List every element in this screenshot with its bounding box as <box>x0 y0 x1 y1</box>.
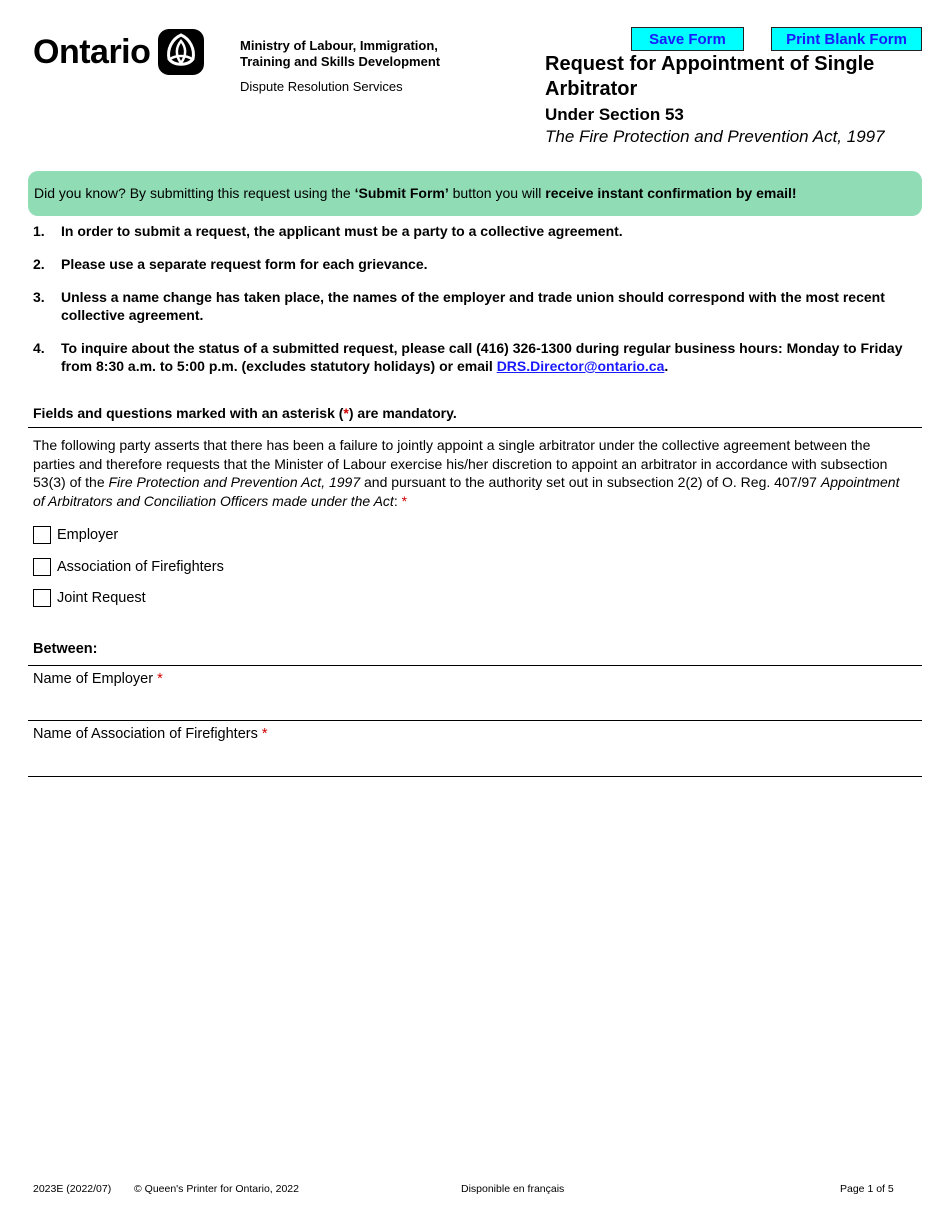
checkbox-label: Employer <box>57 527 119 543</box>
copyright: © Queen's Printer for Ontario, 2022 <box>134 1183 299 1195</box>
divider <box>28 427 922 428</box>
association-name-input[interactable] <box>28 748 926 776</box>
assertion-paragraph: The following party asserts that there has been a failure to jointly appoint a single arbitrator under the collective agreement between the parties and therefore requests that the Minister of Labour exercise his/her discretion to appoint an arbitrator in accordance with subsection 53(3) of the Fire Protection and Prevention Act, 1997 and pursuant to the authority set out in subsection 2(2) of O. Reg. 407/97 Appointment of Arbitrators and Conciliation Officers made under the Act: * <box>33 437 900 509</box>
employer-checkbox[interactable] <box>33 526 51 544</box>
ontario-logo <box>33 27 204 77</box>
employer-name-label: Name of Employer * <box>33 671 163 687</box>
checkbox-label: Joint Request <box>57 590 146 606</box>
association-checkbox[interactable] <box>33 558 51 576</box>
instructions-list <box>33 222 913 390</box>
asterisk: * <box>401 492 408 509</box>
instruction-item: 3. Unless a name change has taken place, the names of the employer and trade union should correspond with the most recent collective agreement. <box>33 289 885 323</box>
trillium-icon <box>158 29 204 75</box>
french-link[interactable]: Disponible en français <box>461 1183 565 1195</box>
save-form-button[interactable]: Save Form <box>631 27 744 51</box>
banner-button-ref: ‘Submit Form’ <box>354 185 449 201</box>
print-blank-form-button[interactable]: Print Blank Form <box>771 27 922 51</box>
act-name: The Fire Protection and Prevention Act, 1997 <box>545 127 885 146</box>
asterisk: * <box>261 726 268 742</box>
checkbox-label: Association of Firefighters <box>57 559 224 575</box>
employer-name-input[interactable] <box>28 692 926 720</box>
ministry-name: Ministry of Labour, Immigration, Training and Skills Development <box>240 38 441 69</box>
banner-emphasis: receive instant confirmation by email! <box>545 185 797 201</box>
form-id: 2023E (2022/07) <box>33 1183 112 1195</box>
form-subtitle: Under Section 53 <box>545 105 684 124</box>
divider <box>28 720 922 721</box>
banner-prefix: Did you know? By submitting this request using the <box>34 185 355 201</box>
divider <box>28 776 922 777</box>
divider <box>28 665 922 666</box>
info-banner <box>28 171 922 216</box>
email-link[interactable]: DRS.Director@ontario.ca <box>496 358 665 374</box>
party-option-joint[interactable] <box>33 589 146 607</box>
instruction-item: 1. In order to submit a request, the applicant must be a party to a collective agreement. <box>33 223 623 239</box>
instruction-item: 4. To inquire about the status of a submitted request, please call (416) 326-1300 during regular business hours: Monday to Friday from 8:30 a.m. to 5:00 p.m. (excludes statutory holidays) or email DRS.Director@ontario.ca. <box>33 340 903 374</box>
party-option-association[interactable] <box>33 558 224 576</box>
logo-wordmark: Ontario <box>33 32 151 71</box>
form-title: Request for Appointment of Single Arbitrator <box>545 53 875 100</box>
page-number: Page 1 of 5 <box>840 1183 894 1195</box>
asterisk: * <box>343 405 349 421</box>
mandatory-note: Fields and questions marked with an asterisk (*) are mandatory. <box>33 405 457 421</box>
instruction-item: 2. Please use a separate request form for each grievance. <box>33 256 428 272</box>
association-name-label: Name of Association of Firefighters * <box>33 726 268 742</box>
asterisk: * <box>157 671 163 687</box>
between-heading: Between: <box>33 641 98 657</box>
joint-request-checkbox[interactable] <box>33 589 51 607</box>
division-name: Dispute Resolution Services <box>240 79 403 94</box>
banner-middle: button you will <box>448 185 546 201</box>
party-option-employer[interactable] <box>33 526 118 544</box>
